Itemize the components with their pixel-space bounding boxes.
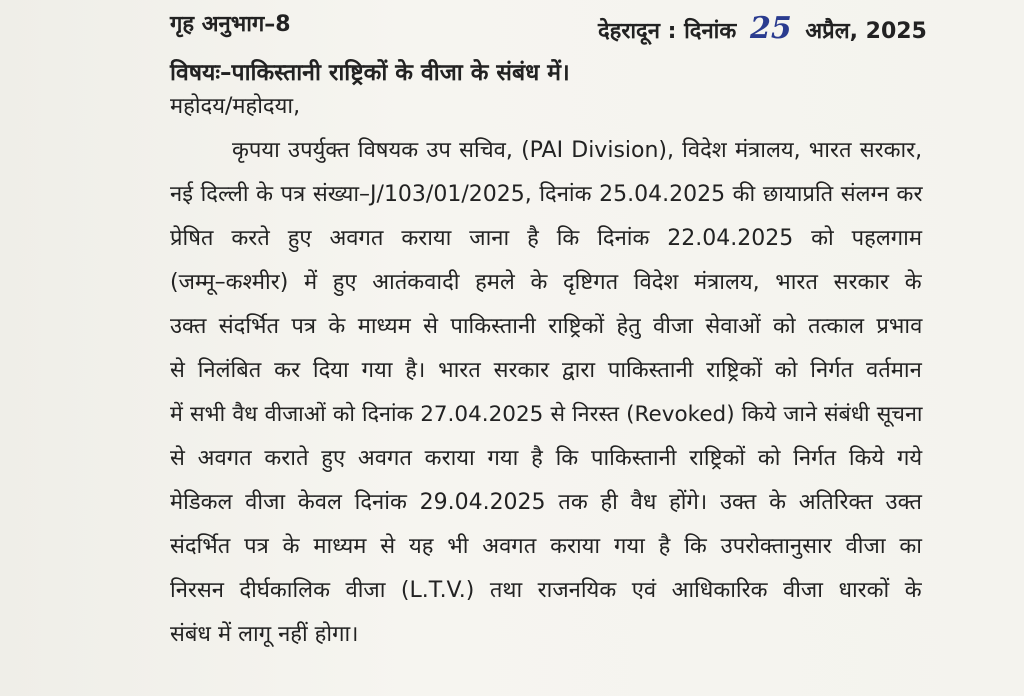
section-heading: गृह अनुभाग–8 (170, 12, 291, 37)
subject-line: विषयः–पाकिस्तानी राष्ट्रिकों के वीजा के संबंध में। (170, 60, 570, 86)
body-line: प्रेषित करते हुए अवगत कराया जाना है कि दिनांक 22.04.2025 को पहलगाम (170, 226, 922, 251)
body-line: से अवगत कराते हुए अवगत कराया गया है कि पाकिस्तानी राष्ट्रिकों को निर्गत किये गये (170, 446, 923, 471)
salutation: महोदय/महोदया, (170, 94, 301, 119)
body-line: उक्त संदर्भित पत्र के माध्यम से पाकिस्तानी राष्ट्रिकों हेतु वीजा सेवाओं को तत्काल प्रभाव (170, 314, 923, 339)
body-line: संदर्भित पत्र के माध्यम से यह भी अवगत कराया गया है कि उपरोक्तानुसार वीजा का (170, 534, 922, 559)
date-month-year: अप्रैल, 2025 (805, 19, 927, 44)
body-line: कृपया उपर्युक्त विषयक उप सचिव, (PAI Division), विदेश मंत्रालय, भारत सरकार, (232, 138, 923, 163)
body-line: में सभी वैध वीजाओं को दिनांक 27.04.2025 से निरस्त (Revoked) किये जाने संबंधी सूचना (170, 402, 923, 427)
body-line: (जम्मू–कश्मीर) में हुए आतंकवादी हमले के दृष्टिगत विदेश मंत्रालय, भारत सरकार के (170, 270, 922, 295)
date-day-handwritten: 25 (749, 11, 792, 46)
body-line: निरसन दीर्घकालिक वीजा (L.T.V.) तथा राजनयिक एवं आधिकारिक वीजा धारकों के (170, 578, 922, 603)
body-line: नई दिल्ली के पत्र संख्या–J/103/01/2025, दिनांक 25.04.2025 की छायाप्रति संलग्न कर (170, 182, 923, 207)
dateline (598, 11, 927, 46)
place: देहरादून : (598, 19, 677, 44)
body-line: से निलंबित कर दिया गया है। भारत सरकार द्वारा पाकिस्तानी राष्ट्रिकों को निर्गत वर्तमान (170, 358, 922, 383)
body-line: संबंध में लागू नहीं होगा। (170, 622, 359, 647)
body-line: मेडिकल वीजा केवल दिनांक 29.04.2025 तक ही वैध होंगे। उक्त के अतिरिक्त उक्त (170, 490, 922, 515)
date-label: दिनांक (684, 19, 737, 44)
